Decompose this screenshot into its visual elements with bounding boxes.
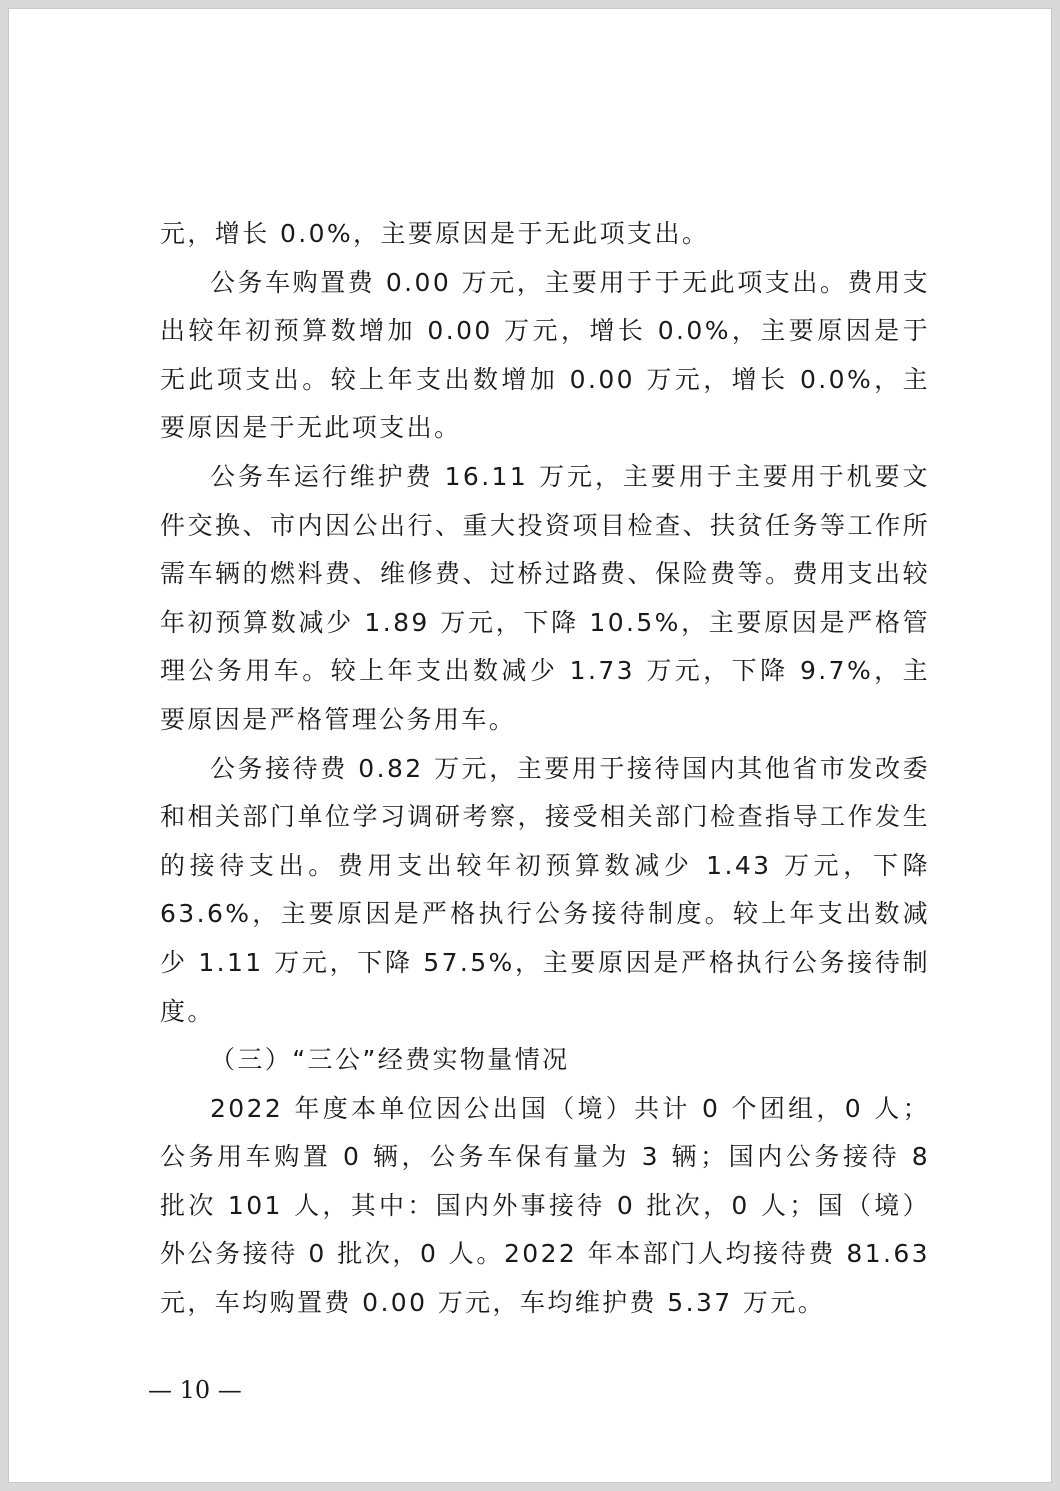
document-page [8,8,1052,1483]
section-heading: （三）“三公”经费实物量情况 [210,1045,570,1075]
paragraph-reception-expense: 公务接待费 0.82 万元，主要用于接待国内其他省市发改委和相关部门单位学习调研考察，接受相关部门检查指导工作发生的接待支出。费用支出较年初预算数减少 1.43 万元，下降 63.6%，主要原因是严格执行公务接待制度。较上年支出数减少 1.11 万元，下降 57.5%，主要原因是严格执行公务接待制度。 [160,753,930,1026]
paragraph-vehicle-purchase: 公务车购置费 0.00 万元，主要用于于无此项支出。费用支出较年初预算数增加 0.00 万元，增长 0.0%，主要原因是于无此项支出。较上年支出数增加 0.00 万元，增长 0.0%，主要原因是于无此项支出。 [160,267,930,443]
document-body [160,210,930,1328]
page-number: — 10 — [148,1376,242,1404]
paragraph-vehicle-maintenance: 公务车运行维护费 16.11 万元，主要用于主要用于机要文件交换、市内因公出行、重大投资项目检查、扶贫任务等工作所需车辆的燃料费、维修费、过桥过路费、保险费等。费用支出较年初预算数减少 1.89 万元，下降 10.5%，主要原因是严格管理公务用车。较上年支出数减少 1.73 万元，下降 9.7%，主要原因是严格管理公务用车。 [160,461,930,734]
paragraph-physical-quantity: 2022 年度本单位因公出国（境）共计 0 个团组，0 人；公务用车购置 0 辆，公务车保有量为 3 辆；国内公务接待 8 批次 101 人，其中：国内外事接待 0 批次，0 人；国（境）外公务接待 0 批次，0 人。2022 年本部门人均接待费 81.63 元，车均购置费 0.00 万元，车均维护费 5.37 万元。 [160,1093,930,1318]
paragraph-continuation: 元，增长 0.0%，主要原因是于无此项支出。 [160,219,710,248]
